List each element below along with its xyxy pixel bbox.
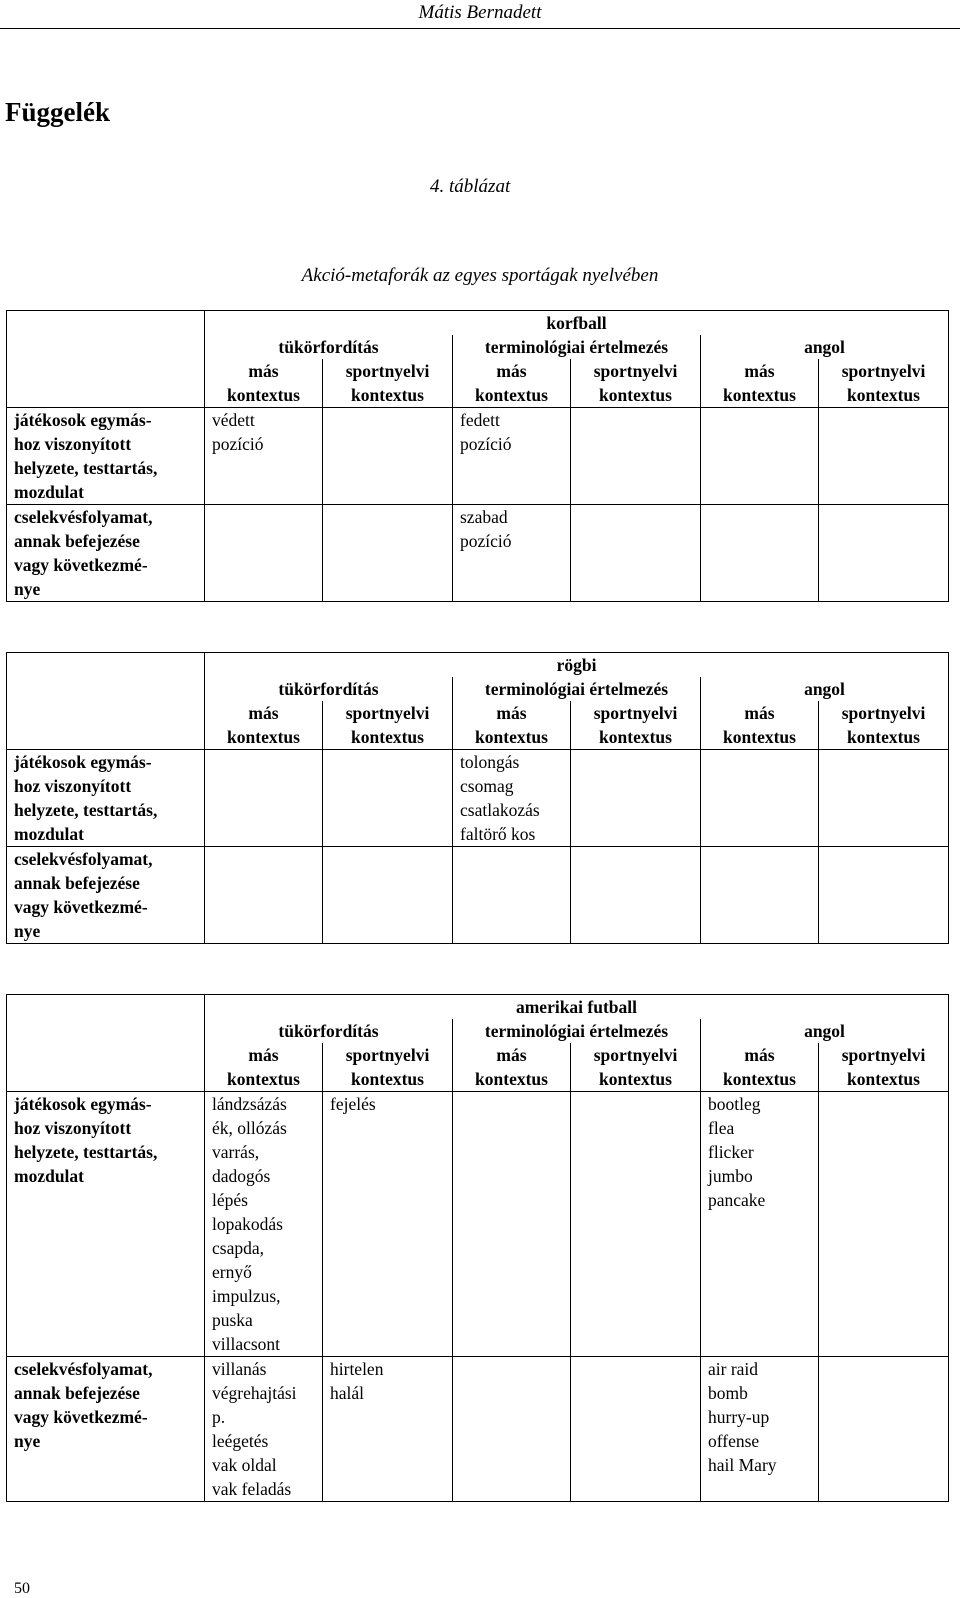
header-corner [7,653,205,750]
subheader-word: kontextus [227,727,300,747]
subheader-word: más [744,361,775,381]
term: védett [212,410,255,430]
cell [571,505,701,602]
term: pozíció [460,531,512,551]
term: p. [212,1407,226,1427]
term: szabad [460,507,508,527]
row-label-action [7,1357,205,1502]
row-label-line: helyzete, testtartás, [14,800,158,820]
cell [453,505,571,602]
term: impulzus, [212,1286,281,1306]
row-label-action [7,505,205,602]
table-number: 4. táblázat [430,176,511,197]
term: fedett [460,410,500,430]
cell [571,408,701,505]
row-label-line: nye [14,579,41,599]
row-label-line: játékosok egymás- [14,752,152,772]
row-label-line: cselekvésfolyamat, [14,849,153,869]
row-label-line: mozdulat [14,482,84,502]
row-label-line: játékosok egymás- [14,1094,152,1114]
metaphor-table-rugby [6,652,949,944]
row-label-line: annak befejezése [14,873,140,893]
row-label-line: vagy következmé- [14,555,148,575]
running-header [0,0,960,29]
row-label-line: hoz viszonyított [14,1118,132,1138]
term: vak oldal [212,1455,277,1475]
subheader-sport-context: sportnyelvi kontextus [323,701,453,750]
term: lépés [212,1190,248,1210]
term: pozíció [460,434,512,454]
cell [701,750,819,847]
subheader-word: más [496,361,527,381]
subheader-sport-context: sportnyelvi kontextus [323,359,453,408]
subheader-word: kontextus [723,727,796,747]
term: varrás, [212,1142,260,1162]
cell [571,847,701,944]
sport-name: amerikai futball [205,995,949,1020]
group-english: angol [701,677,949,701]
row-label-line: cselekvésfolyamat, [14,507,153,527]
row-label-line: annak befejezése [14,1383,140,1403]
term: hail Mary [708,1455,777,1475]
subheader-word: más [744,1045,775,1065]
subheader-sport-context: sportnyelvi kontextus [571,1043,701,1092]
subheader-word: kontextus [227,1069,300,1089]
cell [819,847,949,944]
cell [205,847,323,944]
subheader-word: kontextus [475,727,548,747]
subheader-word: kontextus [227,385,300,405]
group-terminological: terminológiai értelmezés [453,335,701,359]
subheader-other-context [701,1043,819,1092]
sport-name: korfball [205,311,949,336]
cell [453,408,571,505]
subheader-word: kontextus [723,1069,796,1089]
subheader-word: kontextus [475,385,548,405]
subheader-other-context [701,359,819,408]
subheader-word: más [248,703,279,723]
term: hurry-up [708,1407,770,1427]
subheader-word: más [744,703,775,723]
subheader-other-context [453,701,571,750]
subheader-word: más [248,1045,279,1065]
subheader-sport-context: sportnyelvi kontextus [571,701,701,750]
cell [701,847,819,944]
subheader-sport-context: sportnyelvi kontextus [819,701,949,750]
row-label-line: hoz viszonyított [14,776,132,796]
subheader-word: kontextus [475,1069,548,1089]
cell [819,1357,949,1502]
subheader-sport-context: sportnyelvi kontextus [571,359,701,408]
cell [323,1357,453,1502]
group-terminological: terminológiai értelmezés [453,1019,701,1043]
term: air raid [708,1359,759,1379]
section-title: Függelék [5,97,110,127]
row-label-line: mozdulat [14,1166,84,1186]
row-label-line: helyzete, testtartás, [14,458,158,478]
cell [205,750,323,847]
cell [701,408,819,505]
header-corner [7,311,205,408]
subheader-sport-context: sportnyelvi kontextus [323,1043,453,1092]
cell [571,1357,701,1502]
term: villacsont [212,1334,281,1354]
row-label-line: vagy következmé- [14,1407,148,1427]
cell [205,408,323,505]
row-label-line: annak befejezése [14,531,140,551]
term: csomag [460,776,514,796]
cell [819,1092,949,1357]
row-label-action [7,847,205,944]
cell [819,408,949,505]
cell [323,408,453,505]
subheader-word: kontextus [723,385,796,405]
term: vak feladás [212,1479,292,1499]
term: csatlakozás [460,800,540,820]
cell [819,750,949,847]
subheader-other-context [205,701,323,750]
cell [205,505,323,602]
term: lándzsázás [212,1094,287,1114]
page-number: 50 [14,1580,30,1597]
term: tolongás [460,752,520,772]
term: villanás [212,1359,267,1379]
cell [453,1357,571,1502]
table-caption: Akció-metaforák az egyes sportágak nyelvében [301,265,659,286]
row-label-line: vagy következmé- [14,897,148,917]
subheader-sport-context: sportnyelvi kontextus [819,1043,949,1092]
cell [205,1092,323,1357]
cell [701,505,819,602]
cell [453,1092,571,1357]
cell [453,750,571,847]
term: csapda, [212,1238,264,1258]
subheader-other-context [453,1043,571,1092]
header-corner [7,995,205,1092]
cell [701,1357,819,1502]
cell [323,750,453,847]
term: pozíció [212,434,264,454]
group-terminological: terminológiai értelmezés [453,677,701,701]
cell [571,1092,701,1357]
row-label-line: helyzete, testtartás, [14,1142,158,1162]
cell [323,505,453,602]
cell [205,1357,323,1502]
subheader-word: más [496,703,527,723]
cell [323,1092,453,1357]
cell [819,505,949,602]
term: ék, ollózás [212,1118,287,1138]
term: hirtelen [330,1359,384,1379]
term: lopakodás [212,1214,283,1234]
cell [701,1092,819,1357]
term: leégetés [212,1431,269,1451]
row-label-line: nye [14,921,41,941]
term: fejelés [330,1094,376,1114]
term: bomb [708,1383,748,1403]
term: flea [708,1118,735,1138]
group-mirror-translation: tükörfordítás [205,677,453,701]
term: ernyő [212,1262,252,1282]
row-label-line: hoz viszonyított [14,434,132,454]
group-english: angol [701,1019,949,1043]
metaphor-table-korfball [6,310,949,602]
group-mirror-translation: tükörfordítás [205,1019,453,1043]
cell [571,750,701,847]
term: végrehajtási [212,1383,297,1403]
subheader-word: más [496,1045,527,1065]
term: flicker [708,1142,754,1162]
group-mirror-translation: tükörfordítás [205,335,453,359]
term: offense [708,1431,760,1451]
row-label-line: játékosok egymás- [14,410,152,430]
sport-name: rögbi [205,653,949,678]
subheader-other-context [701,701,819,750]
metaphor-table-american-football [6,994,949,1502]
subheader-word: más [248,361,279,381]
term: faltörő kos [460,824,536,844]
subheader-other-context [205,1043,323,1092]
term: pancake [708,1190,766,1210]
term: halál [330,1383,365,1403]
row-label-position [7,750,205,847]
subheader-sport-context: sportnyelvi kontextus [819,359,949,408]
row-label-line: mozdulat [14,824,84,844]
row-label-line: nye [14,1431,41,1451]
row-label-position [7,1092,205,1357]
cell [323,847,453,944]
term: jumbo [708,1166,753,1186]
group-english: angol [701,335,949,359]
subheader-other-context [453,359,571,408]
term: dadogós [212,1166,271,1186]
term: puska [212,1310,253,1330]
cell [453,847,571,944]
author-name: Mátis Bernadett [418,2,542,23]
term: bootleg [708,1094,761,1114]
row-label-position [7,408,205,505]
subheader-other-context [205,359,323,408]
row-label-line: cselekvésfolyamat, [14,1359,153,1379]
